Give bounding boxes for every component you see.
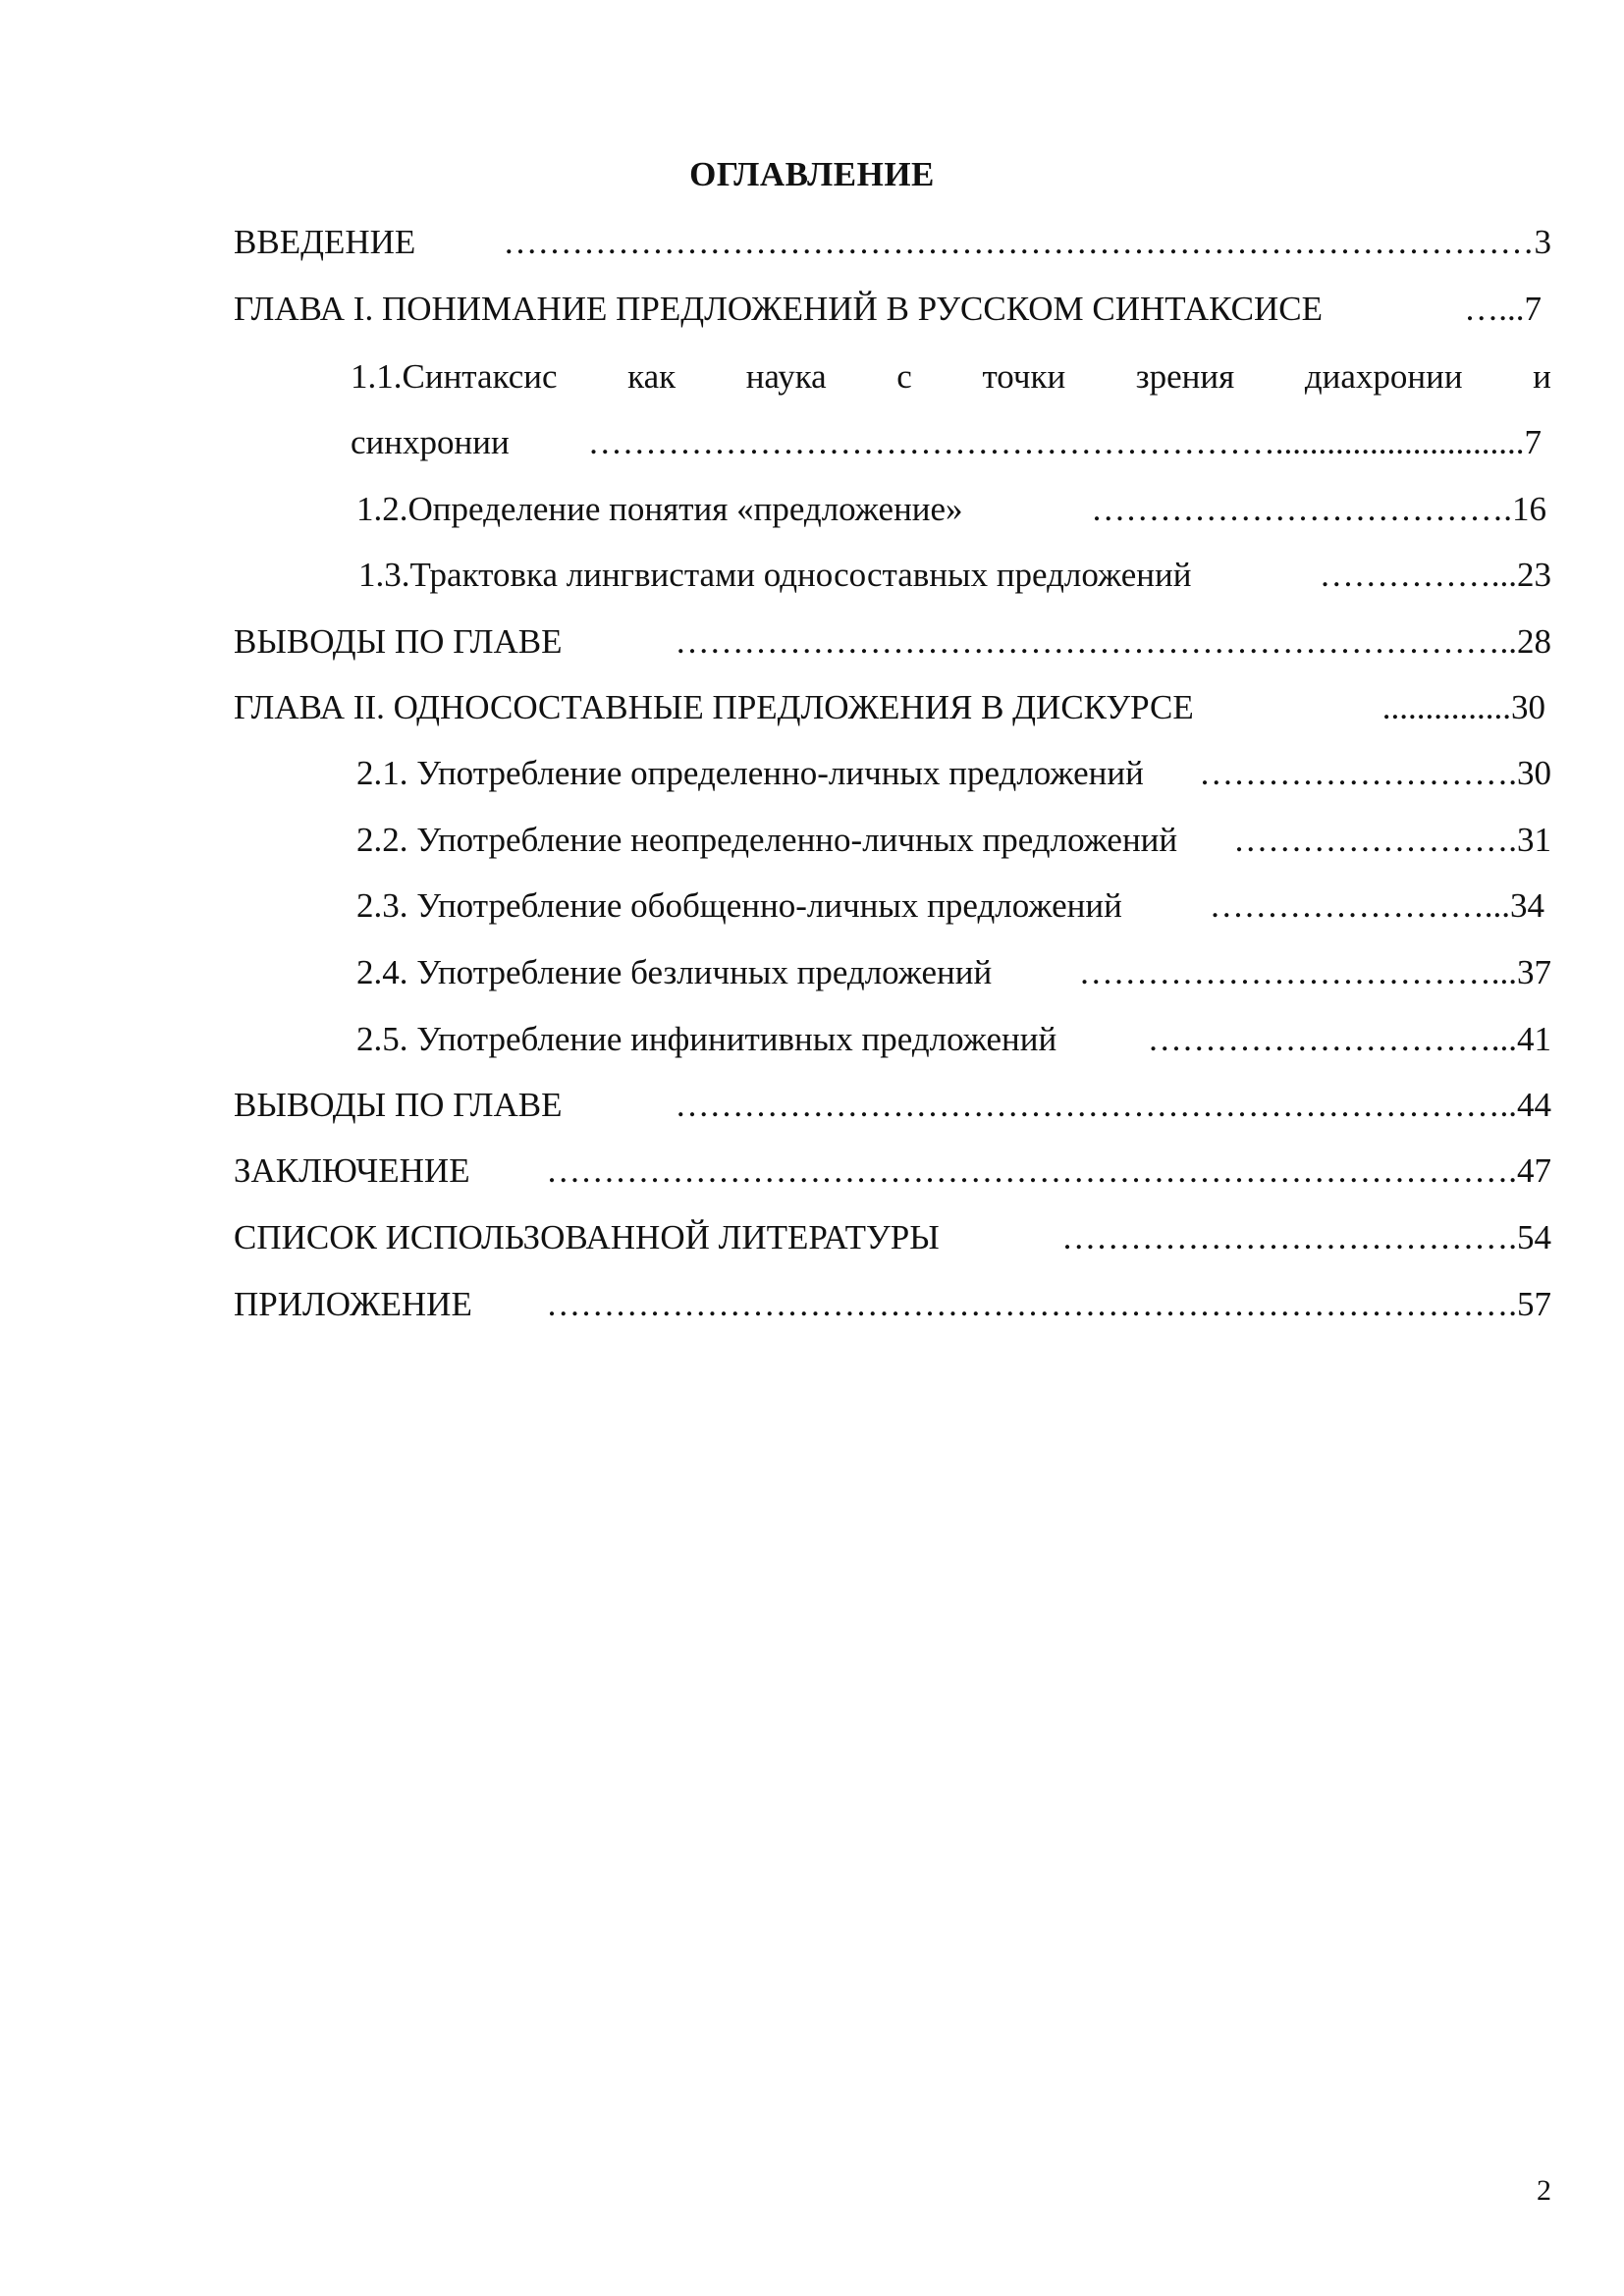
dot-leader: …………………………………………………………………………. — [546, 1151, 1517, 1190]
page-ref: 41 — [1517, 1020, 1551, 1058]
toc-entry-label: ГЛАВА II. ОДНОСОСТАВНЫЕ ПРЕДЛОЖЕНИЯ В ДИСКУРСЕ — [234, 688, 1194, 726]
page-ref: 34 — [1510, 886, 1544, 925]
page-ref: 7 — [1524, 290, 1542, 328]
toc-entry-leader-page — [1091, 490, 1546, 529]
toc-entry-leader-page — [1210, 886, 1544, 926]
toc-entry-label: ВЫВОДЫ ПО ГЛАВЕ — [234, 622, 563, 661]
toc-entry-leader-page — [588, 423, 1542, 462]
toc-entry-label: 1.3.Трактовка лингвистами односоставных предложений — [358, 556, 1192, 594]
page-ref: 30 — [1517, 754, 1551, 792]
toc-entry-leader-page — [1320, 556, 1551, 595]
page-ref: 57 — [1517, 1285, 1551, 1323]
word: наука — [745, 357, 827, 396]
page-ref: 7 — [1524, 423, 1542, 461]
toc-entry-leader-page — [1148, 1020, 1551, 1059]
word: точки — [982, 357, 1066, 396]
page-ref: 30 — [1511, 688, 1545, 726]
toc-entry-label: 2.2. Употребление неопределенно-личных предложений — [356, 821, 1178, 859]
toc-entry-label: ВЫВОДЫ ПО ГЛАВЕ — [234, 1086, 563, 1124]
dot-leader: ……………………………………………………………….. — [675, 622, 1517, 661]
toc-entry-leader-page — [676, 622, 1552, 662]
dot-leader: ……………………………………………………............................. — [587, 423, 1525, 461]
dot-leader: …………………………………. — [1061, 1218, 1517, 1256]
toc-title: ОГЛАВЛЕНИЕ — [689, 155, 935, 193]
dot-leader: ……………... — [1319, 556, 1517, 594]
dot-leader: ………………………………... — [1078, 953, 1517, 991]
word: и — [1533, 357, 1551, 396]
page-ref: 31 — [1517, 821, 1551, 859]
page-ref: 28 — [1517, 622, 1551, 661]
toc-entry-label: СПИСОК ИСПОЛЬЗОВАННОЙ ЛИТЕРАТУРЫ — [234, 1218, 940, 1256]
page-ref: 16 — [1512, 490, 1546, 528]
toc-entry-leader-page — [1382, 688, 1545, 727]
page-ref: 23 — [1517, 556, 1551, 594]
word: диахронии — [1304, 357, 1463, 396]
page-ref: 54 — [1517, 1218, 1551, 1256]
dot-leader: …………………………………………………………………………. — [546, 1285, 1517, 1323]
toc-entry-label: ЗАКЛЮЧЕНИЕ — [234, 1151, 470, 1190]
toc-entry-leader-page — [546, 1151, 1551, 1191]
toc-entry-leader-page — [1233, 821, 1551, 860]
word: зрения — [1135, 357, 1235, 396]
dot-leader: …... — [1464, 290, 1525, 328]
dot-leader: ............... — [1381, 688, 1511, 726]
dot-leader: ……………………. — [1233, 821, 1517, 859]
dot-leader: ……………………... — [1209, 886, 1510, 925]
toc-entry-label: 2.1. Употребление определенно-личных предложений — [356, 754, 1144, 792]
toc-entry-leader-page — [1464, 290, 1542, 329]
word: как — [627, 357, 677, 396]
toc-entry-leader-page — [676, 1086, 1552, 1125]
toc-entry-label: синхронии — [351, 423, 510, 461]
toc-entry-label: ВВЕДЕНИЕ — [234, 223, 416, 261]
dot-leader: …………………………... — [1147, 1020, 1517, 1058]
dot-leader: ……………………………………………………………………………… — [503, 223, 1535, 261]
word: 1.1.Синтаксис — [351, 357, 558, 396]
toc-entry-label: 2.3. Употребление обобщенно-личных предложений — [356, 886, 1122, 925]
dot-leader: ………………………. — [1199, 754, 1517, 792]
page-ref: 44 — [1517, 1086, 1551, 1124]
toc-entry-leader-page — [546, 1285, 1551, 1324]
toc-entry-leader-page — [1079, 953, 1551, 992]
toc-entry-label: ПРИЛОЖЕНИЕ — [234, 1285, 472, 1323]
page-ref: 37 — [1517, 953, 1551, 991]
page-number: 2 — [1537, 2174, 1551, 2207]
toc-entry-leader-page — [1061, 1218, 1551, 1257]
dot-leader: ……………………………………………………………….. — [675, 1086, 1517, 1124]
dot-leader: ………………………………. — [1091, 490, 1512, 528]
toc-entry-label: ГЛАВА I. ПОНИМАНИЕ ПРЕДЛОЖЕНИЙ В РУССКОМ СИНТАКСИСЕ — [234, 290, 1323, 328]
page-ref: 3 — [1534, 223, 1551, 261]
word: с — [896, 357, 912, 396]
toc-entry-label: 2.5. Употребление инфинитивных предложений — [356, 1020, 1057, 1058]
page-ref: 47 — [1517, 1151, 1551, 1190]
toc-entry-leader-page — [504, 223, 1552, 262]
toc-entry-leader-page — [1199, 754, 1551, 793]
toc-entry-label: 1.2.Определение понятия «предложение» — [356, 490, 963, 528]
toc-entry-1-1-line1[interactable] — [351, 357, 1551, 397]
toc-entry-label: 2.4. Употребление безличных предложений — [356, 953, 993, 991]
